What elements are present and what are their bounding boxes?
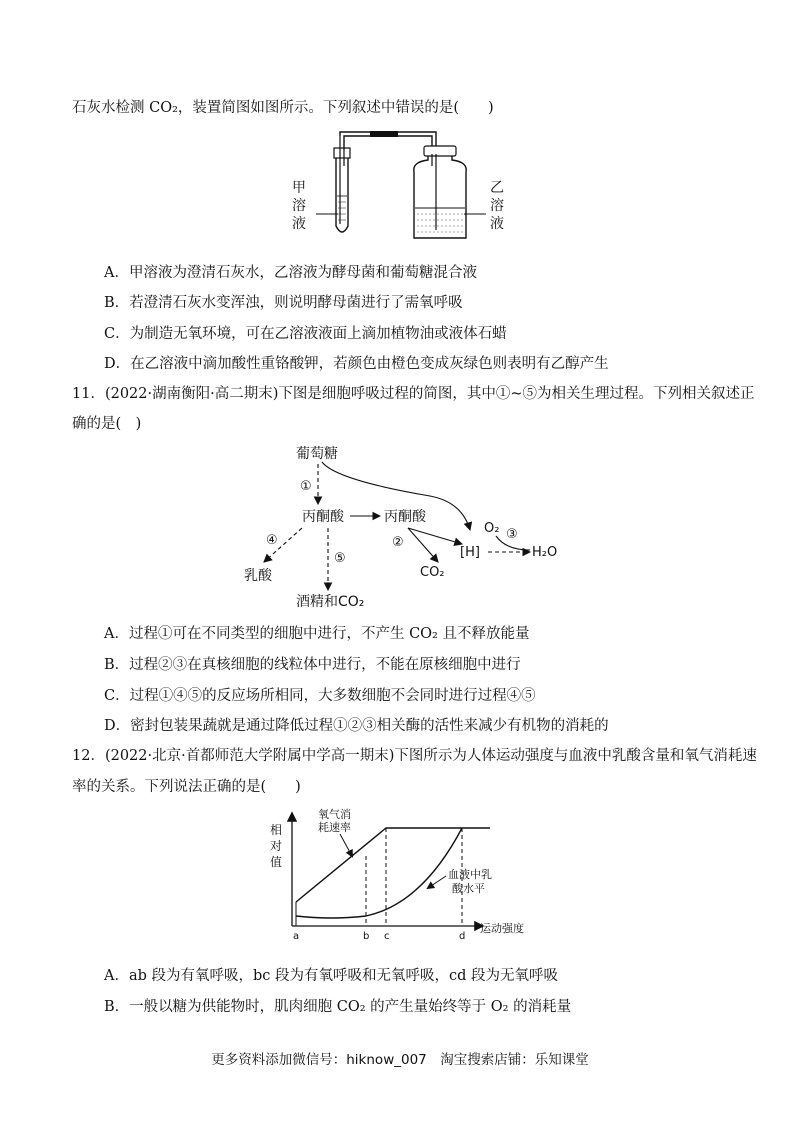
o2-rate-label-2: 耗速率 (318, 821, 351, 834)
glucose-label: 葡萄糖 (296, 446, 338, 462)
tube-jia (334, 136, 350, 232)
y-label-3: 值 (270, 855, 283, 869)
step-5-label: ⑤ (334, 551, 346, 566)
h-label: [H] (460, 545, 480, 560)
label-yi-2: 溶 (490, 198, 504, 214)
q12-stem-line1: 12．(2022·北京·首都师范大学附属中学高一期末)下图所示为人体运动强度与血液中乳酸含量和氧气消耗速 (72, 748, 757, 764)
q10-option-d: D．在乙溶液中滴加酸性重铬酸钾，若颜色由橙色变成灰绿色则表明有乙醇产生 (104, 356, 609, 372)
q12-exercise-graph (262, 804, 532, 942)
q11-respiration-diagram (240, 440, 580, 616)
tick-c: c (384, 931, 390, 942)
q10-option-a: A．甲溶液为澄清石灰水，乙溶液为酵母菌和葡萄糖混合液 (104, 265, 477, 281)
q11-option-d: D．密封包装果蔬就是通过降低过程①②③相关酶的活性来减少有机物的消耗的 (104, 718, 609, 734)
alcohol-co2-label: 酒精和CO₂ (296, 594, 365, 610)
q11-option-b: B．过程②③在真核细胞的线粒体中进行，不能在原核细胞中进行 (104, 657, 521, 673)
step-1-label: ① (300, 479, 312, 494)
bottle-yi (414, 146, 466, 238)
q11-option-c: C．过程①④⑤的反应场所相同，大多数细胞不会同时进行过程④⑤ (104, 688, 536, 704)
q11-stem-line1: 11．(2022·湖南衡阳·高二期末)下图是细胞呼吸过程的简图，其中①~⑤为相关生理过程。下列相关叙述正 (72, 386, 755, 402)
lactic-acid-label: 乳酸 (244, 568, 272, 584)
o2-label: O₂ (484, 521, 500, 536)
q10-stem: 石灰水检测 CO₂，装置简图如图所示。下列叙述中错误的是( ) (72, 100, 494, 116)
lactate-label-1: 血液中乳 (448, 868, 492, 881)
label-yi-3: 液 (490, 216, 504, 232)
q10-option-c: C．为制造无氧环境，可在乙溶液液面上滴加植物油或液体石蜡 (104, 326, 507, 342)
step-4-label: ④ (266, 533, 278, 548)
lactate-label-2: 酸水平 (452, 882, 485, 895)
q12-stem-line2: 率的关系。下列说法正确的是( ) (72, 779, 301, 795)
x-axis-label: 运动强度 (480, 922, 524, 935)
q10-option-b: B．若澄清石灰水变浑浊，则说明酵母菌进行了需氧呼吸 (104, 295, 463, 311)
tick-d: d (459, 931, 466, 942)
lactate-curve (296, 828, 462, 918)
q12-option-a: A．ab 段为有氧呼吸，bc 段为有氧呼吸和无氧呼吸，cd 段为无氧呼吸 (104, 968, 559, 984)
label-yi-1: 乙 (490, 180, 504, 196)
label-jia-2: 溶 (292, 198, 306, 214)
tick-b: b (363, 931, 370, 942)
q10-apparatus-figure (280, 126, 520, 244)
q11-stem-line2: 确的是( ) (72, 416, 142, 432)
co2-label: CO₂ (420, 565, 445, 580)
label-jia-3: 液 (292, 216, 306, 232)
label-jia-1: 甲 (292, 180, 306, 196)
tick-a: a (293, 931, 300, 942)
pyruvate-1-label: 丙酮酸 (302, 509, 344, 525)
pyruvate-2-label: 丙酮酸 (384, 509, 426, 525)
y-label-2: 对 (270, 839, 283, 853)
o2-rate-label-1: 氧气消 (318, 808, 351, 821)
y-label-1: 相 (270, 823, 283, 837)
h2o-label: H₂O (532, 545, 558, 560)
step-2-label: ② (392, 535, 404, 550)
step-3-label: ③ (506, 527, 518, 542)
q11-option-a: A．过程①可在不同类型的细胞中进行，不产生 CO₂ 且不释放能量 (104, 626, 530, 642)
page-footer: 更多资料添加微信号：hiknow_007 淘宝搜索店铺：乐知课堂 (211, 1052, 589, 1068)
q12-option-b: B．一般以糖为供能物时，肌肉细胞 CO₂ 的产生量始终等于 O₂ 的消耗量 (104, 999, 572, 1015)
